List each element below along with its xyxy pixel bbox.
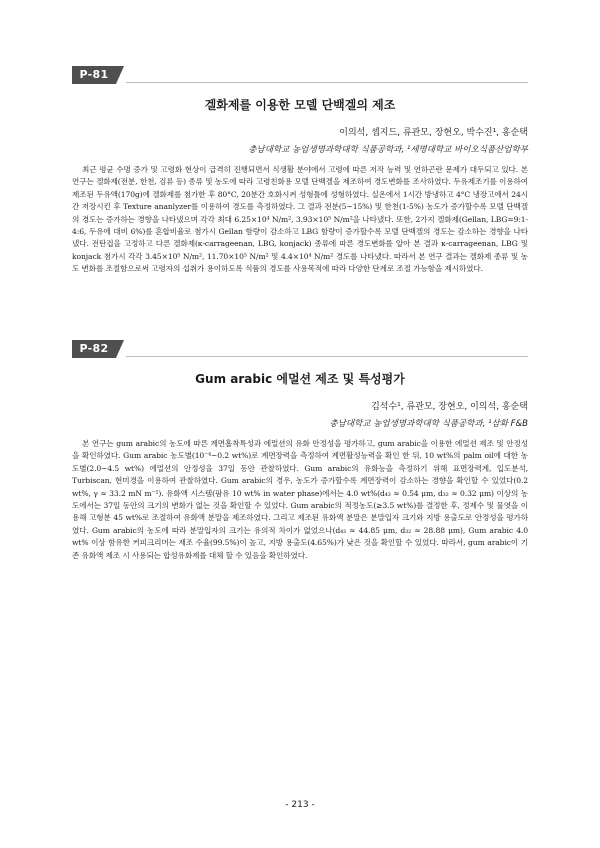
affiliation: 충남대학교 농업생명과학대학 식품공학과, ¹삼화 F&B	[329, 419, 528, 429]
affiliation: 충남대학교 농업생명과학대학 식품공학과, ¹세명대학교 바이오식품산업학부	[248, 145, 528, 155]
section-header	[72, 66, 528, 84]
abstract-body: 본 연구는 gum arabic의 농도에 따른 계면흡착특성과 에멀션의 유화 안정성을 평가하고, gum arabic을 이용한 에멀션 제조 및 안정성을 확인하였다. Gum arabic 농도별(10⁻⁴~0.2 wt%)로 계면장력을 측정하여 계면활성능력을 확인 한 뒤, 10 wt%의 palm oil에 대한 농도별(2.0~4.5 wt%) 에멀션의 안정성을 37일 동안 관찰하였다. Gum arabic의 유화능을 측정하기 위해 표면장력계, 입도분석, Turbiscan, 현미경을 이용하여 관찰하였다. Gum arabic의 경우, 농도가 증가할수록 계면장력이 감소하는 경향을 확인할 수 있었다(0.2 wt%, γ ≈ 33.2 mN m⁻¹). 유화액 시스템(팜유 10 wt% in water phase)에서는 4.0 wt%(d₄₃ ≈ 0.54 μm, d₃₂ ≈ 0.32 μm) 이상의 농도에서는 37일 동안의 크기의 변화가 없는 것을 확인할 수 있었다. Gum arabic의 적정농도(≥3.5 wt%)를 결정한 후, 정제수 및 물엿을 이용해 고형분 45 wt%로 조절하여 유화액 분말을 제조하였다. 그리고 제조된 유화액 분말은 분말입자 크기와 지방 용출도로 안정성을 평가하였다. Gum arabic의 농도에 따라 분말입자의 크기는 유의적 차이가 없었으나(d₄₃ ≈ 44.85 μm, d₃₂ ≈ 28.88 μm), Gum arabic 4.0 wt% 이상 함유한 커피크리머는 제조 수율(99.5%)이 높고, 지방 용출도(4.65%)가 낮은 것을 확인할 수 있었다. 따라서, gum arabic이 기존 유화액 제조 시 사용되는 합성유화제를 대체 할 수 있음을 확인하였다.	[72, 439, 528, 560]
abstract-title: 겔화제를 이용한 모델 단백겔의 제조	[204, 98, 396, 112]
author-list: 이의석, 셉지드, 류관모, 장현오, 박수진¹, 홍순택	[339, 128, 528, 138]
header-rule	[126, 82, 528, 83]
poster-badge: P-82	[72, 340, 116, 358]
header-rule	[126, 356, 528, 357]
badge-slant-decoration	[116, 340, 124, 358]
badge-slant-decoration	[116, 66, 124, 84]
section-header	[72, 340, 528, 358]
abstract-p82	[0, 340, 600, 562]
poster-badge: P-81	[72, 66, 116, 84]
author-list: 김석수¹, 류관모, 장현오, 이의석, 홍순택	[371, 402, 528, 412]
abstract-p81	[0, 66, 600, 276]
abstract-title: Gum arabic 에멀션 제조 및 특성평가	[195, 372, 405, 386]
abstract-body: 최근 평균 수명 증가 및 고령화 현상이 급격히 진행되면서 식생활 분야에서 고령에 따른 저작 능력 및 연하곤란 문제가 대두되고 있다. 본 연구는 겔화제(전분, 한천, 검류 등) 종류 및 농도에 따라 고령친화용 모델 단백겔을 제조하여 경도변화를 조사하였다. 두유제조기를 이용하여 제조된 두유액(170g)에 겔화제를 첨가한 후 80°C, 20분간 호화시켜 성형틀에 성형하였다. 실온에서 1시간 방냉하고 4°C 냉장고에서 24시간 저장시킨 후 Texture ananlyzer를 이용하여 경도를 측정하였다. 그 결과 전분(5~15%) 및 한천(1-5%) 농도가 증가할수록 모델 단백겔의 경도는 증가하는 경향을 나타냈으며 각각 최대 6.25×10⁴ N/m², 3.93×10⁵ N/m²을 나타냈다. 또한, 2가지 겔화제(Gellan, LBG=9:1-4:6, 두유에 대비 6%)를 혼합비율로 첨가시 Gellan 함량이 감소하고 LBG 함량이 증가할수록 모델 단백겔의 경도는 감소하는 경향을 나타냈다. 전탄겁을 고정하고 다른 겔화제(κ-carrageenan, LBG, konjack) 종류에 따른 경도변화를 알아 본 결과 κ-carrageenan, LBG 및 konjack 첨가시 각각 3.45×10⁵ N/m², 11.70×10⁵ N/m² 및 4.4×10⁴ N/m² 경도를 나타냈다. 따라서 본 연구 결과는 겔화제 종류 및 농도 변화를 조절함으로써 고령자의 섭취가 용이하도록 식품의 경도를 사용목적에 따라 다양한 단계로 조절 가능함을 제시하였다.	[72, 165, 528, 274]
page-number: - 213 -	[285, 800, 315, 810]
